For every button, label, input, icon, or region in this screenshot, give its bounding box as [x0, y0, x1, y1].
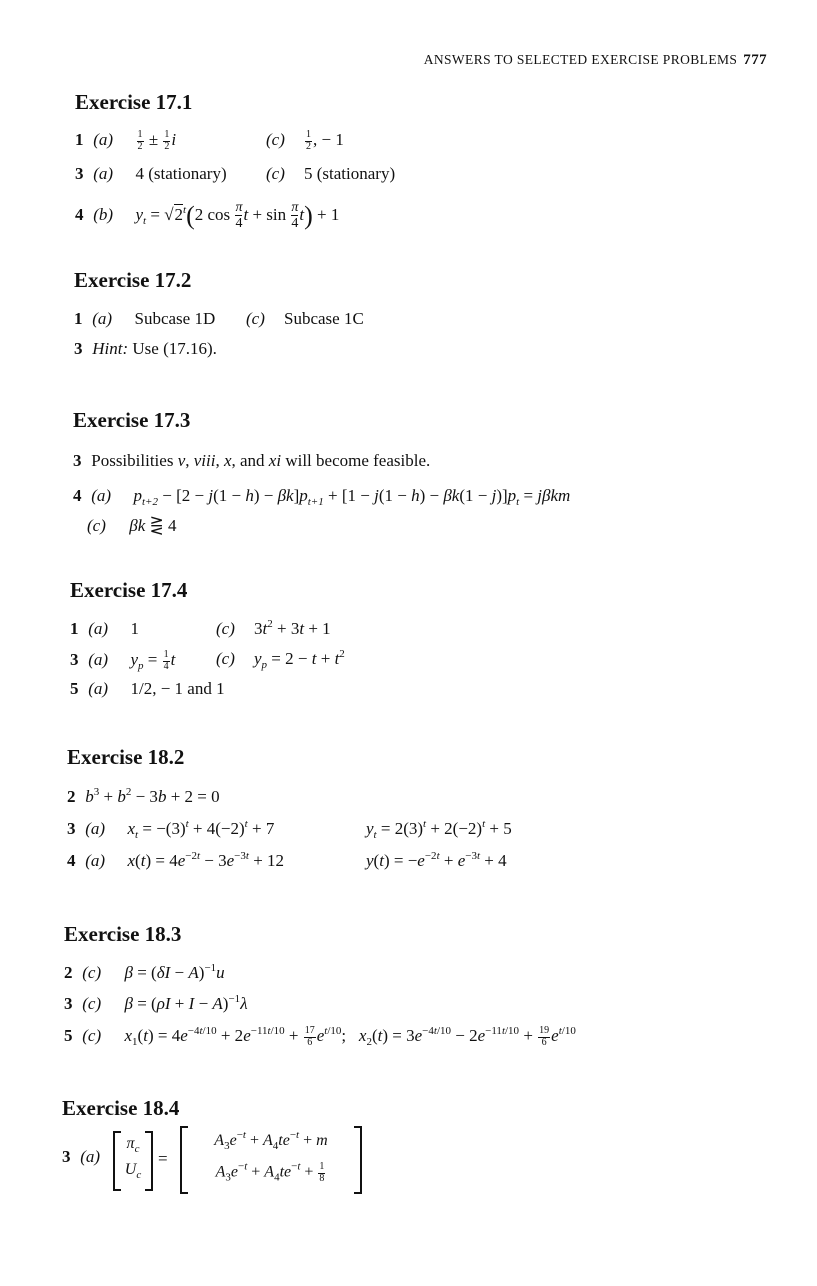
equals-sign: = [158, 1149, 168, 1168]
answer-18-3-2 [64, 964, 225, 981]
heading-exercise-17-4: Exercise 17.4 [70, 578, 188, 602]
answer-17-3-3 [73, 452, 430, 469]
hint-label: Hint: [92, 339, 129, 358]
math-expression: $b^3 + b^2 - 3b + 2 = 0$ [85, 786, 220, 806]
matrix-left: $\pi_c$ $U_c$ [113, 1131, 153, 1191]
running-head-title: ANSWERS TO SELECTED EXERCISE PROBLEMS [423, 52, 738, 67]
answer-text: Subcase 1D [134, 309, 216, 328]
math-expression: $x(t) = 4e^{-2t} - 3e^{-3t} + 12$ [127, 850, 285, 870]
math-expression: $\frac{1}{2}$ , − 1 [306, 129, 344, 152]
answer-text: Possibilities v, viii, x, and xi will become feasible. [91, 451, 431, 470]
part-label: (a) [85, 851, 106, 870]
math-expression: $x_1(t) = 4e^{-4t/10} + 2e^{-11t/10}$ + $\frac{17}{6}$ $e^{t/10}$; $x_2(t) = 3e^{-4t/10} - 2e^{-11t/10}$ + $\frac{19}{6}$ $e^{t/10}$ [124, 1024, 576, 1048]
problem-number: 5 [64, 1025, 73, 1045]
answer-17-4-5 [70, 680, 225, 697]
answer-18-2-2 [67, 788, 220, 805]
answer-text: Use (17.16). [132, 339, 217, 358]
answer-col-c [216, 648, 345, 671]
part-label: (a) [88, 619, 109, 638]
page-number: 777 [743, 52, 767, 68]
part-label: (a) [85, 819, 106, 838]
heading-exercise-18-3: Exercise 18.3 [64, 922, 182, 946]
running-head [424, 52, 767, 69]
part-label: (b) [93, 204, 114, 224]
math-expression: $y_p = 2 - t + t^2$ [254, 648, 345, 671]
part-label: (a) [92, 309, 113, 328]
part-label: (c) [87, 516, 106, 535]
answer-text: 1/2, − 1 and 1 [130, 679, 225, 698]
problem-number: 3 [62, 1147, 71, 1166]
problem-number: 3 [64, 994, 73, 1013]
answer-17-1-3 [75, 164, 396, 183]
part-label: (a) [80, 1147, 101, 1166]
math-expression: $y_t = 2(3)^t + 2(-2)^t + 5$ [366, 818, 512, 841]
part-label: (a) [91, 486, 112, 505]
part-label: (a) [88, 649, 109, 669]
part-label: (c) [82, 994, 102, 1013]
answer-18-4-3 [62, 1148, 118, 1165]
problem-number: 1 [70, 619, 79, 638]
problem-number: 4 [67, 851, 76, 870]
part-label: (a) [93, 129, 114, 149]
matrix-right: $A_3e^{-t} + A_4te^{-t} + m$ $A_3e^{-t} + A_4te^{-t}$ + $\frac{1}{8}$ [180, 1126, 362, 1194]
answer-17-3-4a [73, 486, 571, 508]
problem-number: 1 [75, 129, 84, 149]
problem-number: 5 [70, 679, 79, 698]
part-label: (c) [82, 1025, 102, 1045]
math-expression: $\beta = (\delta I - A)^{-1}u$ [124, 962, 225, 982]
heading-exercise-18-2: Exercise 18.2 [67, 745, 185, 769]
part-label: (c) [82, 963, 102, 982]
answer-col-c [266, 130, 344, 152]
heading-exercise-18-4: Exercise 18.4 [62, 1096, 180, 1120]
problem-number: 2 [67, 787, 76, 806]
answer-17-1-1 [75, 129, 344, 152]
problem-number: 4 [73, 486, 82, 505]
problem-number: 4 [75, 204, 84, 224]
problem-number: 3 [75, 164, 84, 183]
heading-exercise-17-3: Exercise 17.3 [73, 408, 191, 432]
math-expression: $\frac{1}{2}$ ± $\frac{1}{2}$ i [137, 129, 177, 152]
math-expression: $p_{t+2} - [2 - j(1 - h) - \beta k]p_{t+1} + [1 - j(1 - h) - \beta k(1 - j)]p_t = j\beta km$ [133, 486, 571, 508]
part-label: (c) [216, 619, 235, 638]
answer-text: 1 [130, 619, 139, 638]
heading-exercise-17-2: Exercise 17.2 [74, 268, 192, 292]
problem-number: 2 [64, 963, 73, 982]
answer-text: 5 (stationary) [304, 164, 396, 183]
heading-exercise-17-1: Exercise 17.1 [75, 90, 193, 114]
answer-18-3-3 [64, 995, 248, 1012]
part-label: (c) [266, 129, 285, 149]
part-label: (a) [93, 164, 114, 183]
math-expression: βk ⋛ 4 [129, 516, 177, 535]
answer-text: 4 (stationary) [135, 164, 227, 183]
answer-18-3-5 [64, 1026, 576, 1048]
answer-col-c [266, 165, 395, 182]
math-expression: $3t^2 + 3t + 1$ [254, 618, 331, 638]
answer-18-2-3 [67, 818, 512, 841]
part-label: (c) [266, 164, 285, 183]
answer-18-2-4 [67, 850, 507, 870]
part-label: (a) [88, 679, 109, 698]
part-label: (c) [216, 649, 235, 668]
answer-17-2-3 [74, 340, 217, 357]
problem-number: 3 [73, 451, 82, 470]
problem-number: 1 [74, 309, 83, 328]
math-expression: $y_p$ = $\frac{1}{4}$ t [130, 649, 176, 672]
answer-col-c [246, 310, 364, 327]
answer-text: Subcase 1C [284, 309, 364, 328]
answer-17-2-1 [74, 309, 364, 328]
problem-number: 3 [70, 649, 79, 669]
answer-col-c [216, 620, 331, 637]
answer-17-4-3 [70, 648, 345, 672]
part-label: (c) [246, 309, 265, 328]
math-expression: $x_t = -(3)^t + 4(-2)^t + 7$ [127, 818, 275, 841]
math-expression: $y(t) = -e^{-2t} + e^{-3t} + 4$ [366, 850, 507, 870]
answer-17-1-4 [75, 200, 339, 232]
problem-number: 3 [74, 339, 83, 358]
answer-17-3-4c [87, 517, 177, 534]
math-expression: $y_t = √2^t(2$ cos $\frac{\pi}{4}$ t + sin $\frac{\pi}{4}$ t) + 1 [135, 200, 340, 232]
problem-number: 3 [67, 819, 76, 838]
math-expression: $\beta = (\rho I + I - A)^{-1}\lambda$ [124, 993, 248, 1013]
answer-17-4-1 [70, 618, 331, 638]
